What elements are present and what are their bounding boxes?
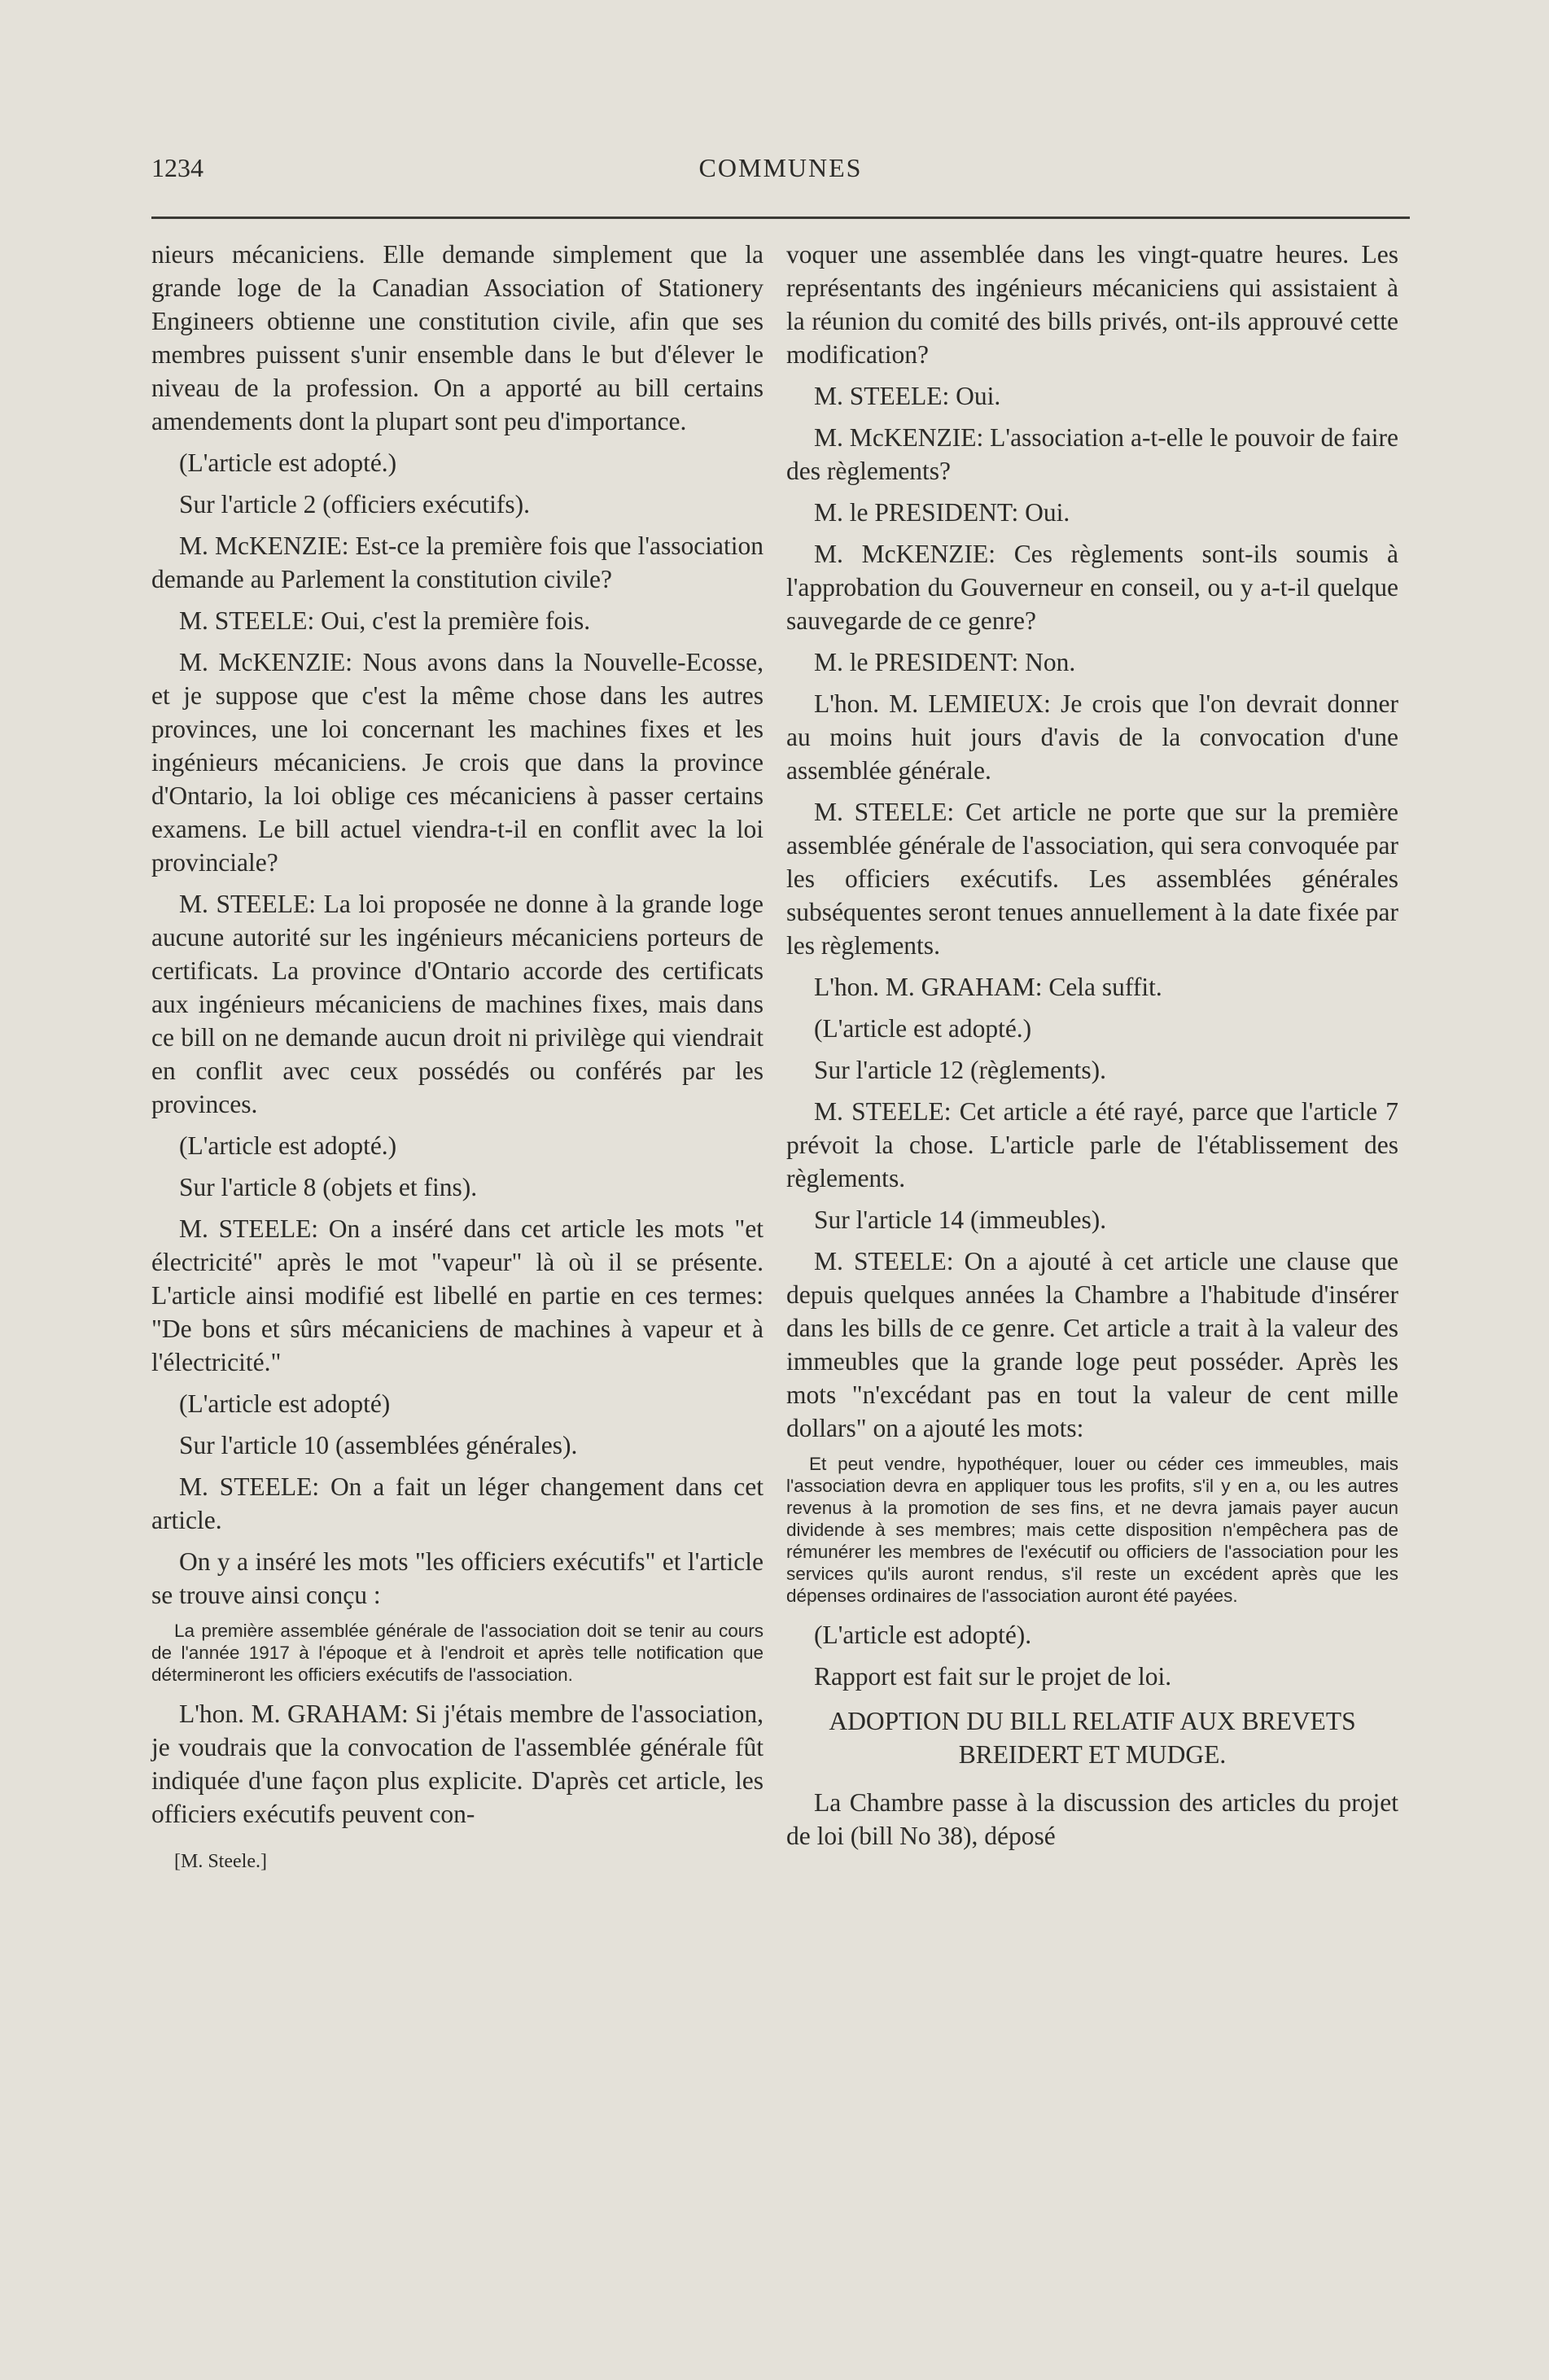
paragraph: M. McKENZIE: Nous avons dans la Nouvelle-Ecosse, et je suppose que c'est la même chose dans les autres provinces, une loi concernant les machines fixes et les ingénieurs mécaniciens. Je crois que dans la province d'Ontario, la loi oblige ces mécaniciens à passer certains examens. Le bill actuel viendra-t-il en conflit avec la loi provinciale? <box>151 648 764 877</box>
paragraph: M. McKENZIE: Est-ce la première fois que l'association demande au Parlement la constitution civile? <box>151 532 764 593</box>
right-column <box>786 238 1398 1861</box>
paragraph: La Chambre passe à la discussion des articles du projet de loi (bill No 38), déposé <box>786 1788 1398 1850</box>
paragraph: M. STEELE: On a inséré dans cet article les mots "et électricité" après le mot "vapeur" là où il se présente. L'article ainsi modifié est libellé en partie en ces termes: "De bons et sûrs mécaniciens de machines à vapeur et à l'électricité." <box>151 1214 764 1376</box>
paragraph: M. STEELE: Cet article a été rayé, parce que l'article 7 prévoit la chose. L'article parle de l'établissement des règlements. <box>786 1097 1398 1192</box>
procedural-note: Rapport est fait sur le projet de loi. <box>814 1662 1172 1691</box>
paragraph: M. McKENZIE: Ces règlements sont-ils soumis à l'approbation du Gouverneur en conseil, ou y a-t-il quelque sauvegarde de ce genre? <box>786 540 1398 635</box>
procedural-note: (L'article est adopté). <box>814 1621 1032 1649</box>
paragraph: M. STEELE: Cet article ne porte que sur la première assemblée générale de l'association, qui sera convoquée par les officiers exécutifs. Les assemblées générales subséquentes seront tenues annuellement à la date fixée par les règlements. <box>786 798 1398 960</box>
running-head: COMMUNES <box>698 153 863 182</box>
paragraph: M. STEELE: Oui, c'est la première fois. <box>179 606 591 635</box>
paragraph: On y a inséré les mots "les officiers exécutifs" et l'article se trouve ainsi conçu : <box>151 1547 764 1609</box>
paragraph: M. McKENZIE: L'association a-t-elle le pouvoir de faire des règlements? <box>786 423 1398 485</box>
procedural-note: (L'article est adopté.) <box>179 1131 397 1160</box>
paragraph: M. STEELE: La loi proposée ne donne à la grande loge aucune autorité sur les ingénieurs mécaniciens porteurs de certificats. La province d'Ontario accorde des certificats aux ingénieurs mécaniciens de machines fixes, mais dans ce bill on ne demande aucun droit ni privilège qui viendrait en conflit avec ceux possédés ou conférés par les provinces. <box>151 890 764 1118</box>
paragraph: L'hon. M. GRAHAM: Cela suffit. <box>814 973 1162 1001</box>
procedural-note: (L'article est adopté.) <box>179 448 397 477</box>
page-number: 1234 <box>151 153 203 182</box>
header-rule <box>151 217 1410 219</box>
procedural-note: Sur l'article 14 (immeubles). <box>814 1205 1107 1234</box>
quoted-clause: Et peut vendre, hypothéquer, louer ou céder ces immeubles, mais l'association devra en appliquer tous les profits, s'il y en a, ou les autres revenus à la promotion de ses fins, et ne devra jamais payer aucun dividende à ses membres; mais cette disposition n'empêchera pas de rémunérer les membres de l'exécutif ou officiers de l'association pour les services qu'ils auront rendus, s'il reste un excédent après que les dépenses ordinaires de l'association auront été payées. <box>786 1454 1398 1606</box>
paragraph: L'hon. M. LEMIEUX: Je crois que l'on devrait donner au moins huit jours d'avis de la convocation d'une assemblée générale. <box>786 689 1398 785</box>
paragraph: M. le PRESIDENT: Oui. <box>814 498 1070 527</box>
procedural-note: (L'article est adopté.) <box>814 1014 1032 1043</box>
paragraph: M. STEELE: Oui. <box>814 382 1001 410</box>
speaker-reference: [M. Steele.] <box>174 1851 267 1872</box>
procedural-note: Sur l'article 12 (règlements). <box>814 1056 1107 1084</box>
procedural-note: Sur l'article 2 (officiers exécutifs). <box>179 490 531 518</box>
procedural-note: (L'article est adopté) <box>179 1389 391 1418</box>
paragraph: M. STEELE: On a fait un léger changement dans cet article. <box>151 1472 764 1534</box>
paragraph: L'hon. M. GRAHAM: Si j'étais membre de l'association, je voudrais que la convocation de l'assemblée générale fût indiquée d'une façon plus explicite. D'après cet article, les officiers exécutifs peuvent con- <box>151 1700 764 1828</box>
procedural-note: Sur l'article 10 (assemblées générales). <box>179 1431 578 1459</box>
paragraph-continued: voquer une assemblée dans les vingt-quatre heures. Les représentants des ingénieurs mécaniciens qui assistaient à la réunion du comité des bills privés, ont-ils approuvé cette modification? <box>786 240 1398 369</box>
paragraph-continued: nieurs mécaniciens. Elle demande simplement que la grande loge de la Canadian Association of Stationery Engineers obtienne une constitution civile, afin que ses membres puissent s'unir ensemble dans le but d'élever le niveau de la profession. On a apporté au bill certains amendements dont la plupart sont peu d'importance. <box>151 240 764 435</box>
paragraph: M. STEELE: On a ajouté à cet article une clause que depuis quelques années la Chambre a l'habitude d'insérer dans les bills de ce genre. Cet article a trait à la valeur des immeubles que la grande loge peut posséder. Après les mots "n'excédant pas en tout la valeur de cent mille dollars" on a ajouté les mots: <box>786 1247 1398 1442</box>
procedural-note: Sur l'article 8 (objets et fins). <box>179 1173 478 1201</box>
left-column <box>151 238 764 1887</box>
section-title: ADOPTION DU BILL RELATIF AUX BREVETS BREIDERT ET MUDGE. <box>829 1707 1356 1769</box>
paragraph: M. le PRESIDENT: Non. <box>814 648 1076 676</box>
quoted-clause: La première assemblée générale de l'association doit se tenir au cours de l'année 1917 à l'époque et à l'endroit et après telle notification que détermineront les officiers exécutifs de l'association. <box>151 1621 764 1685</box>
page-header <box>151 153 1410 190</box>
